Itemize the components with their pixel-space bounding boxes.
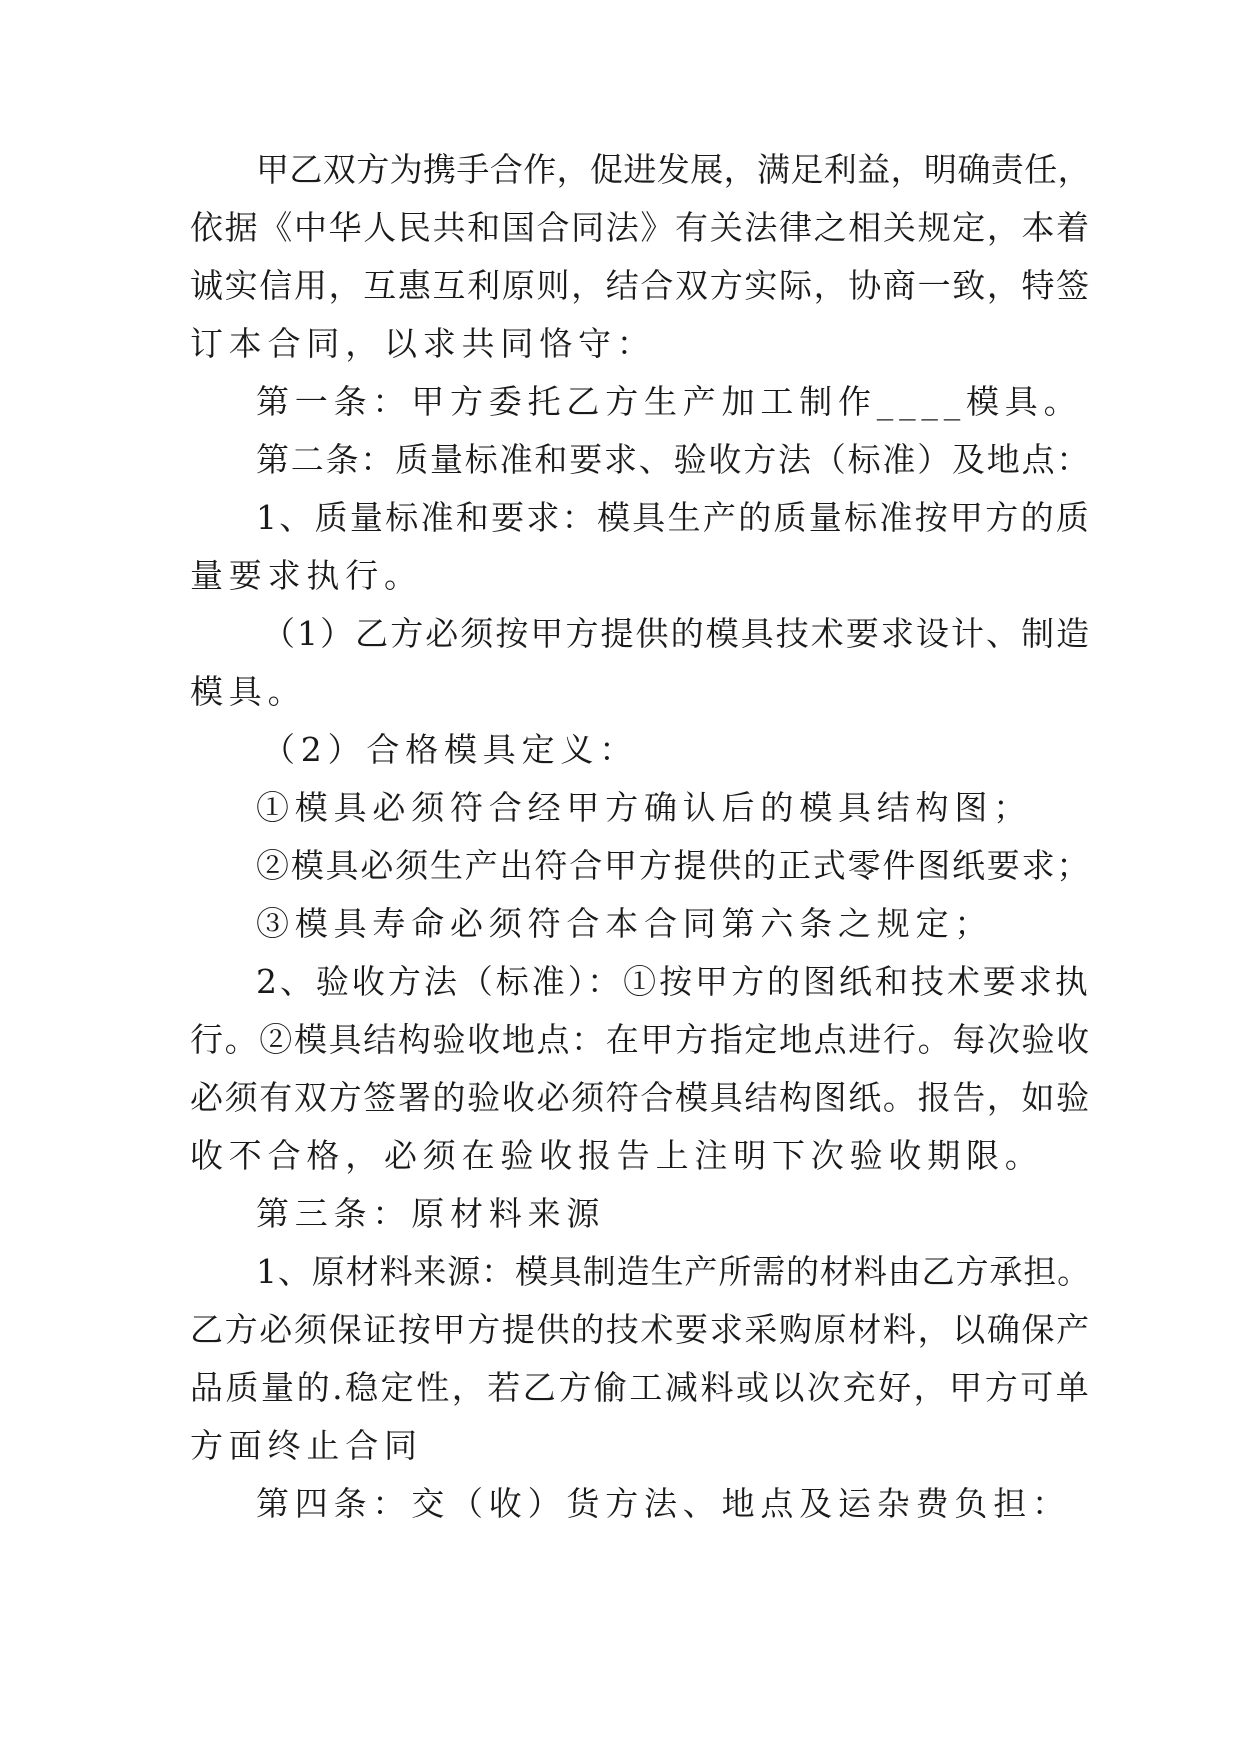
list-item: ③模具寿命必须符合本合同第六条之规定； bbox=[256, 904, 994, 943]
paragraph-line: 1、原材料来源：模具制造生产所需的材料由乙方承担。 bbox=[256, 1252, 1091, 1291]
paragraph-line: 甲乙双方为携手合作，促进发展，满足利益，明确责任， bbox=[256, 150, 1091, 189]
paragraph-line: （2）合格模具定义： bbox=[262, 730, 638, 769]
paragraph-line: 方面终止合同 bbox=[190, 1426, 423, 1465]
paragraph-line: 收不合格，必须在验收报告上注明下次验收期限。 bbox=[190, 1136, 1044, 1175]
clause-heading: 第四条：交（收）货方法、地点及运杂费负担： bbox=[256, 1484, 1071, 1523]
paragraph-line: 诚实信用，互惠互利原则，结合双方实际，协商一致，特签 bbox=[190, 266, 1091, 305]
clause-heading: 第一条：甲方委托乙方生产加工制作____模具。 bbox=[256, 382, 1083, 421]
paragraph-line: 1、质量标准和要求：模具生产的质量标准按甲方的质 bbox=[256, 498, 1092, 537]
paragraph-line: 模具。 bbox=[190, 672, 307, 711]
list-item: ②模具必须生产出符合甲方提供的正式零件图纸要求； bbox=[256, 846, 1092, 885]
paragraph-line: 行。②模具结构验收地点：在甲方指定地点进行。每次验收 bbox=[190, 1020, 1091, 1059]
paragraph-line: 必须有双方签署的验收必须符合模具结构图纸。报告，如验 bbox=[190, 1078, 1091, 1117]
paragraph-line: （1）乙方必须按甲方提供的模具技术要求设计、制造 bbox=[262, 614, 1092, 653]
clause-heading: 第三条：原材料来源 bbox=[256, 1194, 606, 1233]
paragraph-line: 订本合同，以求共同恪守： bbox=[190, 324, 656, 363]
paragraph-line: 量要求执行。 bbox=[190, 556, 423, 595]
paragraph-line: 依据《中华人民共和国合同法》有关法律之相关规定，本着 bbox=[190, 208, 1091, 247]
list-item: ①模具必须符合经甲方确认后的模具结构图； bbox=[256, 788, 1032, 827]
paragraph-line: 品质量的.稳定性，若乙方偷工减料或以次充好，甲方可单 bbox=[190, 1368, 1092, 1407]
paragraph-line: 乙方必须保证按甲方提供的技术要求采购原材料，以确保产 bbox=[190, 1310, 1091, 1349]
paragraph-line: 2、验收方法（标准）：①按甲方的图纸和技术要求执 bbox=[256, 962, 1091, 1001]
clause-heading: 第二条：质量标准和要求、验收方法（标准）及地点： bbox=[256, 440, 1092, 479]
